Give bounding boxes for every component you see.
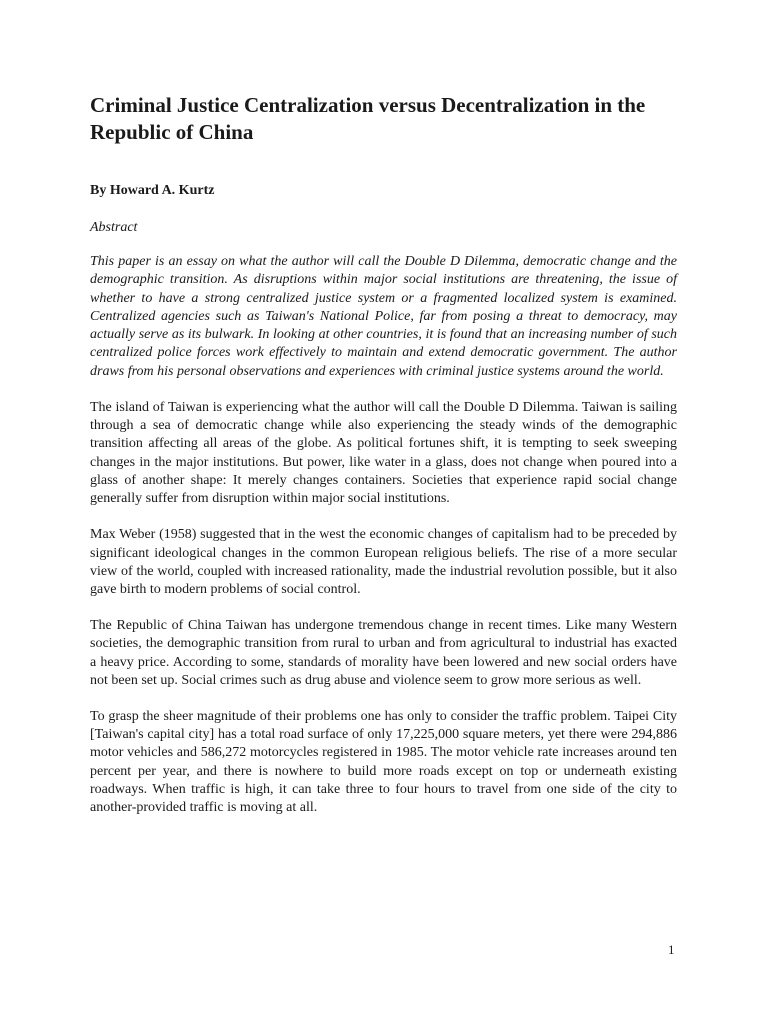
document-title: Criminal Justice Centralization versus Decentralization in the Republic of China <box>90 93 646 144</box>
body-paragraph-1: The island of Taiwan is experiencing what the author will call the Double D Dilemma. Taiwan is sailing through a sea of democratic change while also experiencing the steady winds of the demographic transition affecting all areas of the globe. As political fortunes shift, it is tempting to seek sweeping changes in the major institutions. But power, like water in a glass, does not change when poured into a glass of another shape: It merely changes containers. Societies that experience rapid social change generally suffer from disruption within major social institutions. <box>90 400 677 507</box>
body-paragraph-4: To grasp the sheer magnitude of their problems one has only to consider the traffic problem. Taipei City [Taiwan's capital city] has a total road surface of only 17,225,000 square meters, yet there were 294,886 motor vehicles and 586,272 motorcycles registered in 1985. The motor vehicle rate increases around ten percent per year, and there is nowhere to build more roads except on top or underneath existing roadways. When traffic is high, it can take three to four hours to travel from one side of the city to another-provided traffic is moving at all. <box>90 708 677 815</box>
abstract-heading: Abstract <box>90 220 138 235</box>
body-paragraph-2: Max Weber (1958) suggested that in the west the economic changes of capitalism had to be preceded by significant ideological changes in the common European religious beliefs. The rise of a more secular view of the world, coupled with increased rationality, made the industrial revolution possible, but it also gave birth to modern problems of social control. <box>90 527 677 597</box>
document-page <box>90 92 677 835</box>
author-byline: By Howard A. Kurtz <box>90 183 215 198</box>
abstract-body: This paper is an essay on what the author will call the Double D Dilemma, democratic change and the demographic transition. As disruptions within major social institutions are threatening, the issue of whether to have a strong centralized justice system or a fragmented localized system is examined. Centralized agencies such as Taiwan's National Police, far from posing a threat to democracy, may actually serve as its bulwark. In looking at other countries, it is found that an increasing number of such centralized police forces work effectively to maintain and extend democratic government. The author draws from his personal observations and experiences with criminal justice systems around the world. <box>90 254 677 379</box>
page-number: 1 <box>668 942 675 957</box>
body-paragraph-3: The Republic of China Taiwan has undergone tremendous change in recent times. Like many Western societies, the demographic transition from rural to urban and from agricultural to industrial has exacted a heavy price. According to some, standards of morality have been lowered and new social orders have not been set up. Social crimes such as drug abuse and violence seem to grow more serious as well. <box>90 618 677 688</box>
